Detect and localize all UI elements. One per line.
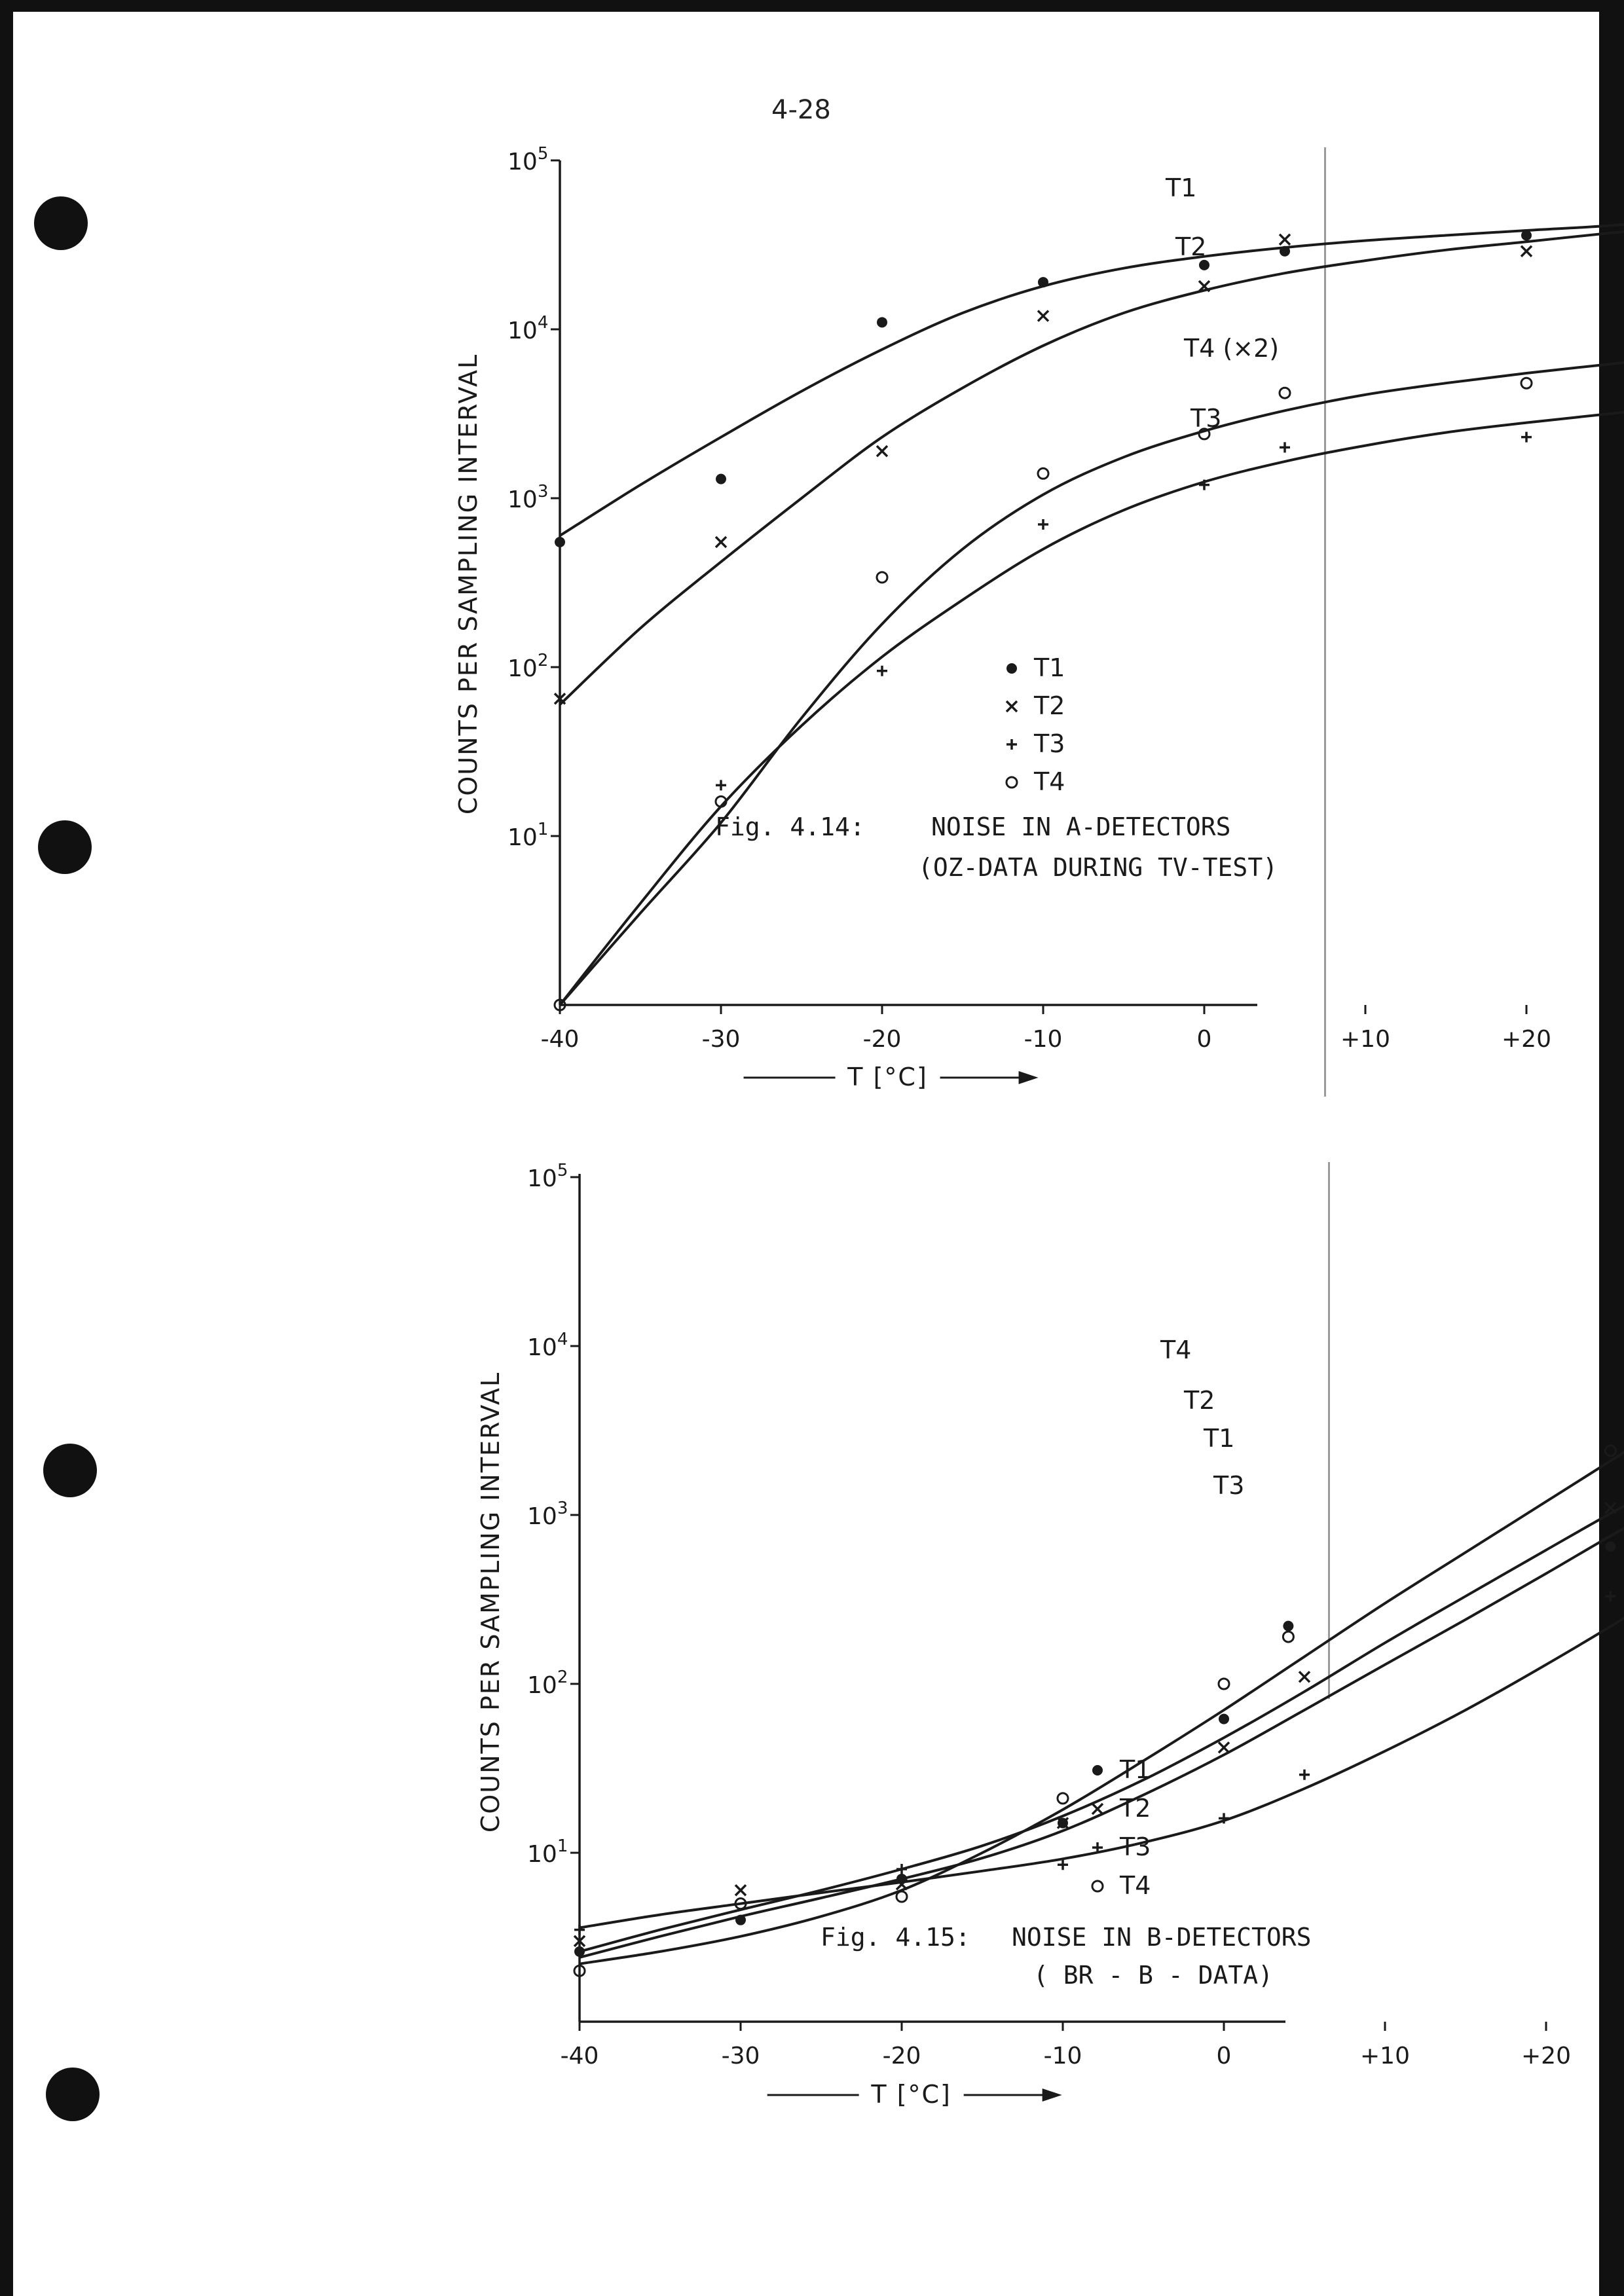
x-tick-label: +20: [1502, 1026, 1551, 1053]
curve-label-t1: T1: [1204, 1424, 1235, 1453]
x-tick-label: -10: [1043, 2043, 1082, 2069]
data-point-t3: [1299, 1770, 1310, 1780]
curve-label-t3: T3: [1190, 404, 1222, 433]
legend-marker-t1: [1092, 1765, 1103, 1776]
data-point-t3: [1605, 1591, 1615, 1601]
data-point-t2: [735, 1885, 746, 1895]
y-axis-title: COUNTS PER SAMPLING INTERVAL: [476, 1371, 505, 1833]
x-tick-label: -20: [862, 1026, 902, 1053]
x-tick-label: -20: [882, 2043, 921, 2069]
curve-label-t1: T1: [1166, 173, 1197, 202]
data-point-t4: [1219, 1679, 1229, 1689]
series-t4: [574, 1376, 1624, 1977]
data-point-t1: [1605, 1541, 1615, 1552]
curve-label-t3: T3: [1213, 1471, 1245, 1500]
x-axis-title: T [°C]: [847, 1063, 928, 1091]
x-axis-title: T [°C]: [871, 2080, 951, 2109]
figure-caption-number: Fig. 4.15:: [821, 1923, 970, 1952]
y-tick-label: $10^2$: [507, 651, 549, 682]
page-number: 4-28: [771, 95, 831, 125]
curve-label-t4: T4: [1160, 1336, 1192, 1364]
curve-label-t2: T2: [1184, 1386, 1215, 1415]
y-tick-label: $10^5$: [527, 1161, 568, 1192]
data-point-t2: [1299, 1671, 1310, 1682]
curve-label-t2: T2: [1175, 232, 1207, 261]
legend-label-t3: T3: [1120, 1832, 1151, 1861]
data-point-t3: [1058, 1859, 1068, 1870]
legend-marker-t2: [1092, 1804, 1103, 1814]
x-tick-label: +10: [1360, 2043, 1410, 2069]
figure-caption-title: NOISE IN A-DETECTORS: [931, 812, 1231, 841]
x-tick-label: -30: [721, 2043, 760, 2069]
x-tick-label: +20: [1521, 2043, 1571, 2069]
data-point-t2: [1219, 1742, 1229, 1753]
legend-marker-t4: [1092, 1881, 1103, 1891]
data-point-t3: [896, 1864, 907, 1874]
series-t1: [574, 1413, 1624, 1957]
data-point-t1: [1283, 1621, 1293, 1631]
series-curve-t4: [580, 1377, 1624, 1963]
figure-caption-title: NOISE IN B-DETECTORS: [1012, 1923, 1312, 1952]
x-tick-label: -10: [1024, 1026, 1063, 1053]
legend-label-t3: T3: [1034, 729, 1065, 758]
data-point-t1: [735, 1915, 746, 1925]
x-tick-label: 0: [1196, 1026, 1212, 1053]
x-tick-label: +10: [1340, 1026, 1390, 1053]
y-tick-label: $10^3$: [527, 1499, 568, 1530]
legend-label-t1: T1: [1120, 1755, 1151, 1784]
legend-label-t2: T2: [1034, 691, 1065, 720]
series-curve-t2: [580, 1427, 1624, 1952]
y-tick-label: $10^1$: [507, 820, 549, 851]
arrow-right-icon: [1043, 2088, 1062, 2102]
figure-caption-number: Fig. 4.14:: [715, 812, 865, 841]
y-tick-label: $10^2$: [527, 1667, 568, 1699]
series-t2: [574, 1427, 1624, 1952]
figure-caption-subtitle: ( BR - B - DATA): [1033, 1961, 1274, 1990]
y-axis-title: COUNTS PER SAMPLING INTERVAL: [454, 353, 483, 815]
x-tick-label: -40: [560, 2043, 599, 2069]
series-curve-t3: [580, 1476, 1624, 1928]
data-point-t2: [1605, 1503, 1615, 1513]
series-t3: [574, 1476, 1624, 1935]
x-tick-label: -40: [540, 1026, 580, 1053]
y-tick-label: $10^5$: [507, 144, 549, 175]
data-point-t4: [1605, 1446, 1615, 1456]
data-point-t1: [1219, 1714, 1229, 1724]
x-tick-label: -30: [701, 1026, 741, 1053]
legend-label-t4: T4: [1034, 767, 1065, 796]
data-point-t4: [1058, 1793, 1068, 1804]
y-tick-label: $10^3$: [507, 482, 549, 513]
curve-label-t4: T4 (×2): [1184, 334, 1280, 363]
y-tick-label: $10^4$: [527, 1330, 568, 1361]
x-tick-label: 0: [1216, 2043, 1232, 2069]
y-tick-label: $10^4$: [507, 313, 549, 344]
data-point-t4: [896, 1891, 907, 1902]
legend-label-t4: T4: [1120, 1871, 1151, 1900]
data-point-t4: [1283, 1631, 1293, 1642]
y-tick-label: $10^1$: [527, 1836, 568, 1868]
series-curve-t1: [580, 1442, 1624, 1958]
figure-caption-subtitle: (OZ-DATA DURING TV-TEST): [918, 853, 1278, 882]
legend-label-t1: T1: [1034, 653, 1065, 682]
legend-label-t2: T2: [1120, 1794, 1151, 1823]
